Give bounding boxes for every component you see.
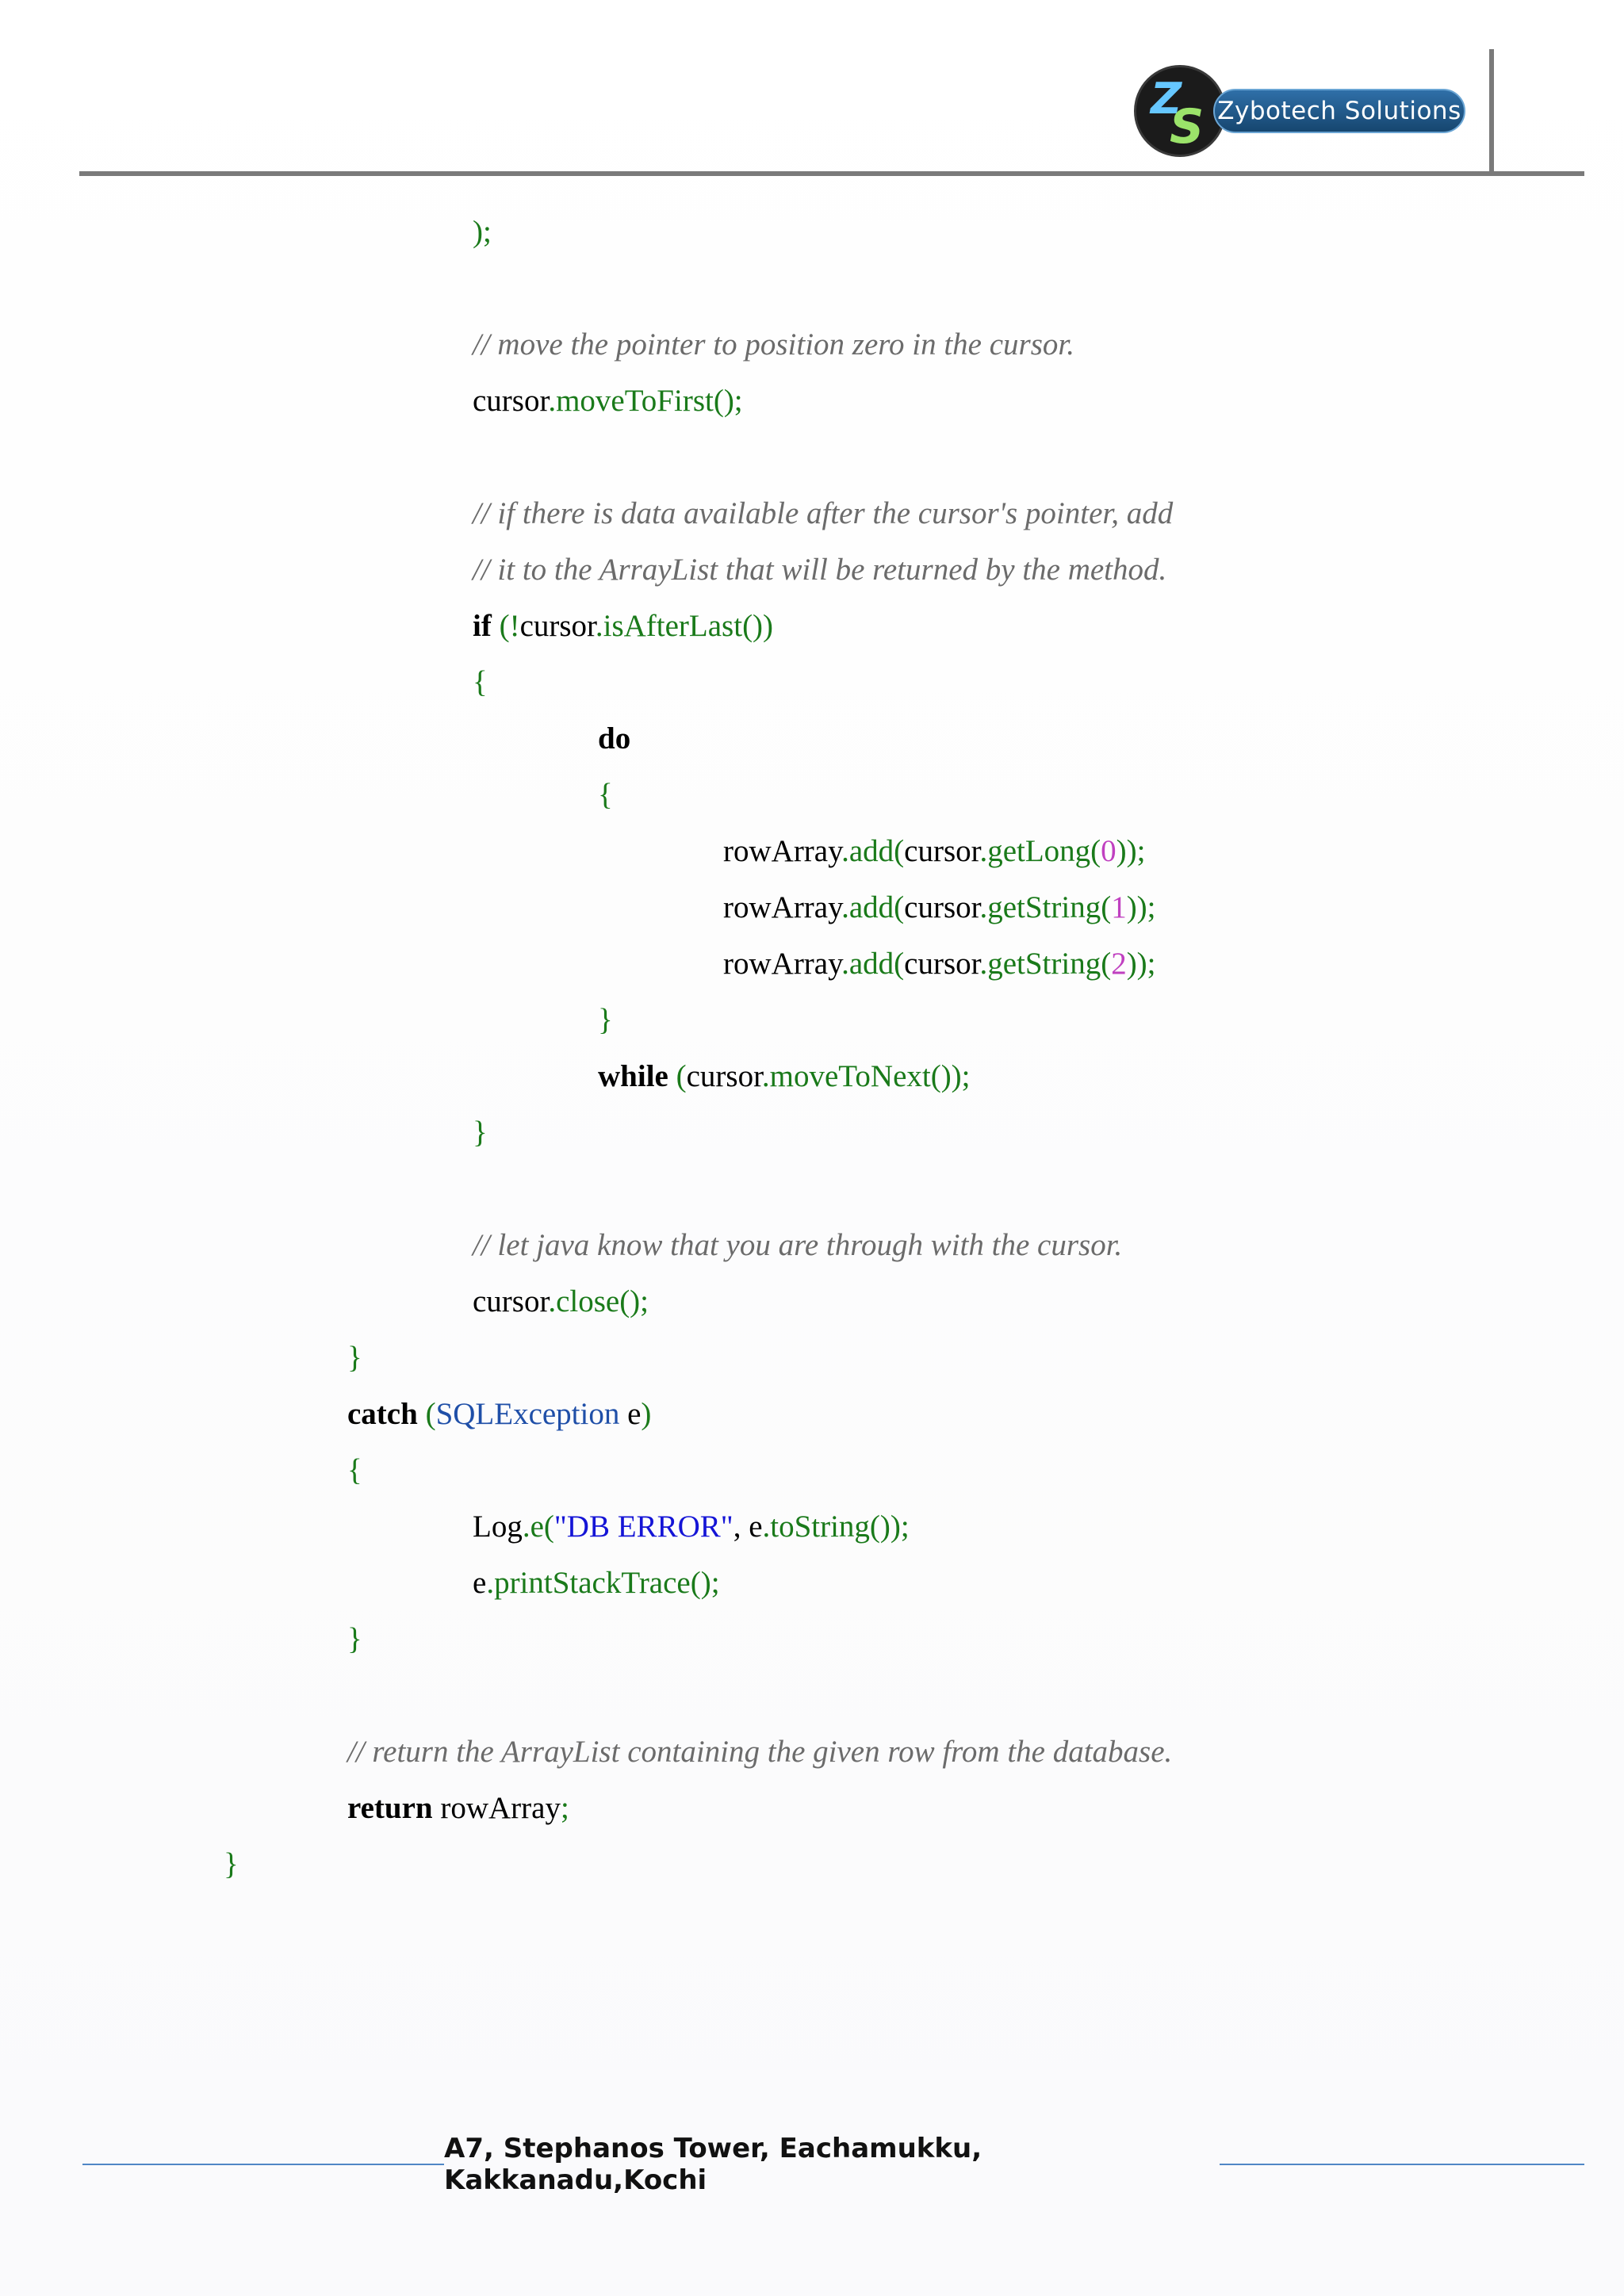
code-comment (473, 550, 1166, 590)
code-line (473, 381, 743, 421)
code-token: .e( (522, 1510, 554, 1544)
header-rule (79, 171, 1584, 176)
code-comment (473, 1226, 1122, 1265)
logo-monogram-s: S (1170, 99, 1205, 155)
code-type: SQLException (435, 1397, 620, 1431)
code-brace: } (473, 1115, 488, 1150)
code-string: "DB ERROR" (553, 1510, 733, 1544)
code-token: Log (473, 1510, 523, 1544)
code-line (723, 832, 1145, 871)
code-number: 0 (1101, 834, 1116, 868)
comment-text: // let java know that you are through with the cursor. (473, 1228, 1123, 1262)
code-token: rowArray (723, 890, 842, 924)
code-line (598, 719, 630, 759)
code-token: .add( (841, 834, 905, 868)
code-brace: } (347, 1341, 362, 1375)
code-token: ; (560, 1791, 569, 1825)
logo-emblem (1134, 65, 1226, 157)
code-brace: } (224, 1847, 239, 1881)
code-line (473, 607, 773, 646)
comment-text: // if there is data available after the cursor's pointer, add (473, 496, 1174, 530)
code-token: )); (1126, 890, 1156, 924)
code-token: .toString()); (762, 1510, 910, 1544)
header-vertical-rule (1489, 49, 1494, 176)
logo-monogram-z: Z (1151, 74, 1182, 124)
code-token: rowArray (723, 947, 842, 981)
code-line (473, 212, 492, 252)
code-token: .add( (841, 890, 905, 924)
code-token: .getString( (979, 947, 1112, 981)
code-token: )); (1116, 834, 1146, 868)
code-number: 2 (1111, 947, 1127, 981)
code-token: isAfterLast()) (603, 609, 774, 643)
code-brace: { (347, 1453, 362, 1487)
footer-address: A7, Stephanos Tower, Eachamukku, Kakkanadu,Kochi (444, 2133, 982, 2196)
code-token: . (595, 609, 603, 643)
code-line (347, 1789, 569, 1828)
code-line (347, 1338, 362, 1378)
code-token: rowArray (723, 834, 842, 868)
code-keyword: return (347, 1791, 433, 1825)
code-token: .getString( (979, 890, 1112, 924)
code-line (347, 1620, 362, 1659)
code-token: cursor (904, 947, 980, 981)
code-token: , e (733, 1510, 763, 1544)
code-token: rowArray (432, 1791, 561, 1825)
code-token: cursor (473, 1284, 549, 1318)
code-token: cursor (686, 1059, 762, 1093)
code-line (473, 1507, 910, 1547)
code-line (723, 888, 1156, 928)
code-comment (347, 1732, 1172, 1772)
logo-banner (1213, 89, 1465, 133)
code-line (473, 1113, 488, 1153)
code-line (473, 1563, 720, 1603)
code-token: . (761, 1059, 770, 1093)
code-keyword: if (473, 609, 492, 643)
code-token: ); (473, 215, 492, 249)
code-token: e (473, 1566, 487, 1600)
code-brace: { (473, 665, 488, 699)
code-token: cursor (904, 890, 980, 924)
code-token: ( (417, 1397, 436, 1431)
code-line (347, 1451, 362, 1490)
logo-text: Zybotech Solutions (1217, 97, 1461, 125)
code-line (598, 1057, 971, 1096)
code-brace: { (598, 778, 613, 812)
code-keyword: do (598, 721, 631, 756)
code-brace: } (347, 1622, 362, 1656)
code-token: cursor (519, 609, 596, 643)
code-token: .getLong( (979, 834, 1101, 868)
code-token: (! (491, 609, 520, 643)
code-keyword: while (598, 1059, 668, 1093)
comment-text: // it to the ArrayList that will be returned by the method. (473, 553, 1167, 587)
code-token: ( (668, 1059, 687, 1093)
code-keyword: catch (347, 1397, 418, 1431)
footer-rule-right (1220, 2164, 1584, 2165)
code-token: moveToNext()); (769, 1059, 971, 1093)
code-token: . (548, 1284, 557, 1318)
code-comment (473, 325, 1074, 365)
code-token: cursor (473, 384, 549, 418)
code-brace: } (598, 1003, 613, 1037)
company-logo (1134, 65, 1467, 157)
code-token: e (619, 1397, 642, 1431)
code-token: . (548, 384, 557, 418)
code-line (598, 775, 613, 815)
code-line (473, 1282, 649, 1322)
code-token: moveToFirst(); (556, 384, 743, 418)
code-line (598, 1001, 613, 1040)
code-token: .printStackTrace(); (486, 1566, 720, 1600)
comment-text: // return the ArrayList containing the given row from the database. (347, 1735, 1173, 1769)
code-line (347, 1395, 651, 1434)
code-line (224, 1845, 239, 1885)
code-comment (473, 494, 1173, 534)
code-number: 1 (1111, 890, 1127, 924)
code-token: cursor (904, 834, 980, 868)
code-token: .add( (841, 947, 905, 981)
code-line (723, 944, 1156, 984)
footer-rule-left (82, 2164, 444, 2165)
code-token: ) (641, 1397, 652, 1431)
comment-text: // move the pointer to position zero in the cursor. (473, 327, 1074, 362)
code-token: )); (1126, 947, 1156, 981)
code-line (473, 663, 488, 702)
code-token: close(); (556, 1284, 649, 1318)
